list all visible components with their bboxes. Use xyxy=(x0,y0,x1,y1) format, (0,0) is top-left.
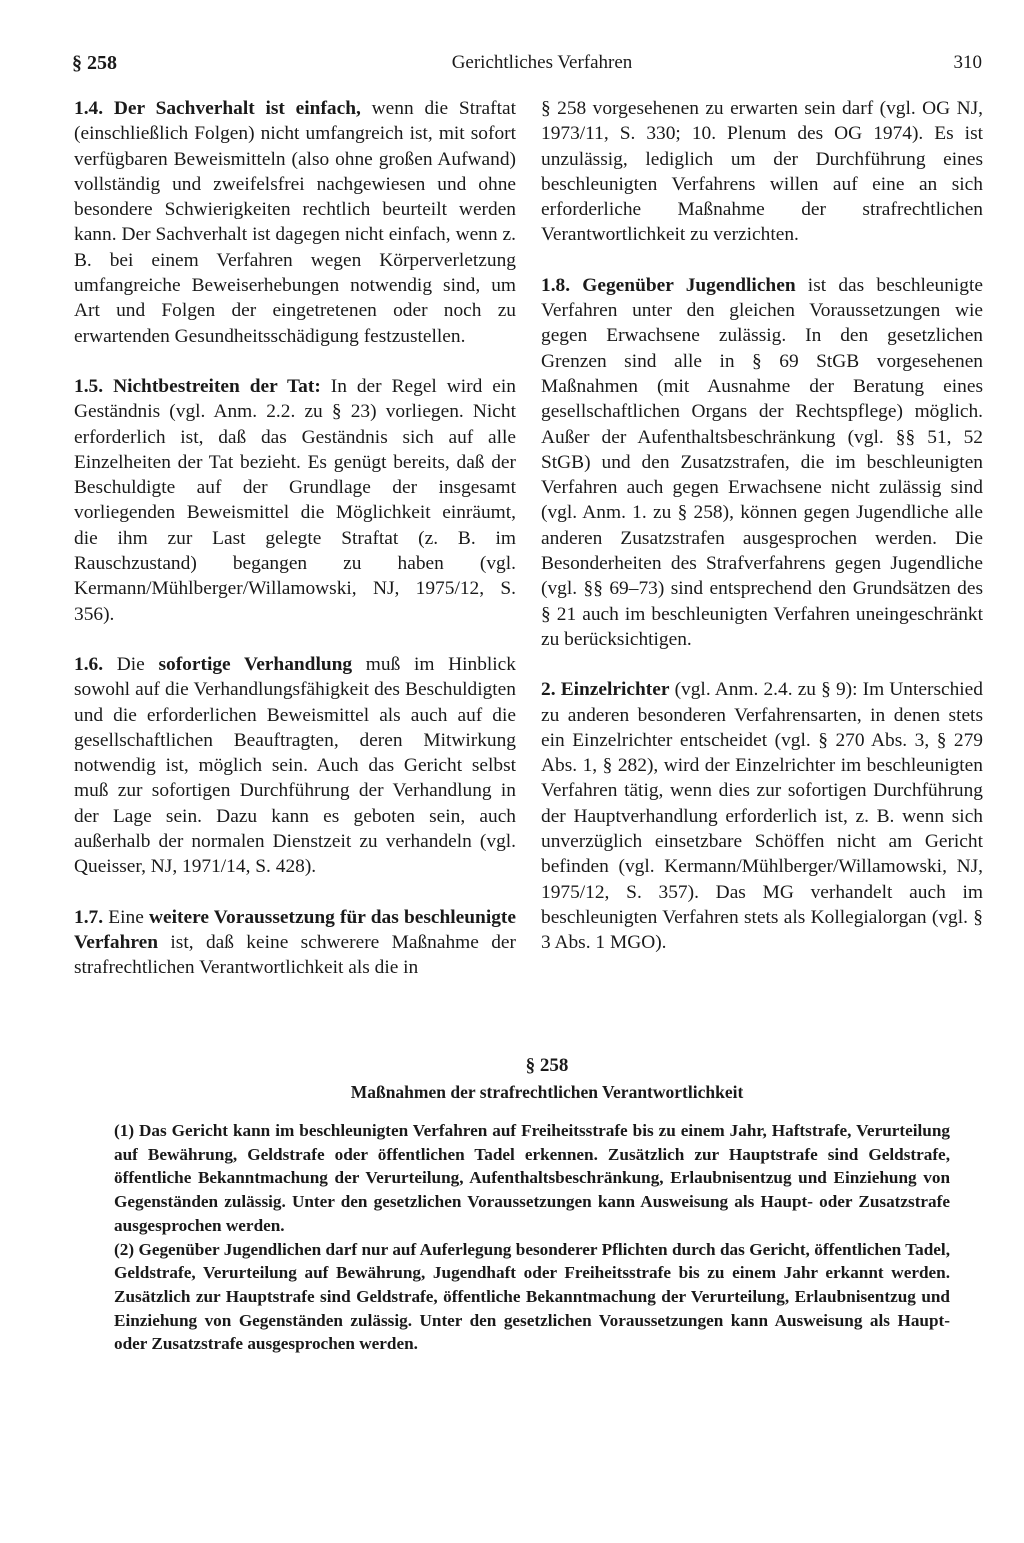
annotation-keyword: weitere Voraussetzung für das beschleunigte Verfahren xyxy=(74,906,516,953)
statute-paragraph-1: (1) Das Gericht kann im beschleunigten Verfahren auf Freiheitsstrafe bis zu einem Jahr, Haftstrafe, Verurteilung auf Bewährung, Geldstrafe oder öffentlichen Tadel erkennen. Zusätzlich zur Hauptstrafe sind Geldstrafe, öffentliche Bekanntmachung der Verurteilung, Aufenthaltsbeschränkung, Erlaubnisentzug und Einziehung von Gegenständen zulässig. Unter den gesetzlichen Voraussetzungen kann Ausweisung als Haupt- oder Zusatzstrafe ausgesprochen werden. xyxy=(114,1121,950,1235)
annotation-text: § 258 vorgesehenen zu erwarten sein darf (vgl. OG NJ, 1973/11, S. 330; 10. Plenum des OG 1974). Es ist unzulässig, lediglich um der Durchführung eines beschleunigten Verfahrens willen auf eine an sich erforderliche Maßnahme der strafrechtlichen Verantwortlichkeit zu verzichten. xyxy=(541,98,983,246)
annotation-number: 1.7. xyxy=(74,906,104,928)
statute-section xyxy=(114,1053,950,1356)
left-column xyxy=(74,96,516,995)
statute-paragraph-2: (2) Gegenüber Jugendlichen darf nur auf Auferlegung besonderer Pflichten durch das Gericht, öffentlichen Tadel, Geldstrafe, Verurteilung auf Bewährung, Jugendhaft oder Freiheitsstrafe bis zu einem Jahr erkannt werden. Zusätzlich zur Hauptstrafe sind Geldstrafe, öffentliche Bekanntmachung der Verurteilung, Erlaubnisentzug und Einziehung von Gegenständen zulässig. Unter den gesetzlichen Voraussetzungen kann Ausweisung als Haupt- oder Zusatzstrafe ausgesprochen werden. xyxy=(114,1239,950,1354)
annotation-number: 2. xyxy=(541,679,556,701)
statute-title: Maßnahmen der strafrechtlichen Verantwortlichkeit xyxy=(350,1082,744,1102)
right-column xyxy=(541,96,983,981)
page-number: 310 xyxy=(953,52,982,73)
header-running-title: Gerichtliches Verfahren xyxy=(451,52,633,73)
annotation-text: In der Regel wird ein Geständnis (vgl. Anm. 2.2. zu § 23) vorliegen. Nicht erforderlich ist, daß das Geständnis sich auf alle Einzelheiten der Tat bezieht. Es genügt bereits, daß der Beschuldigte auf der Grundlage der insgesamt vorliegenden Beweismittel die Möglichkeit einräumt, die ihm zur Last gelegte Straftat (z. B. im Rauschzustand) begangen zu haben (vgl. Kermann/Mühlberger/Willamowski, NJ, 1975/12, S. 356). xyxy=(74,375,516,625)
annotation-number: 1.4. xyxy=(74,98,104,119)
annotation-1-7 xyxy=(74,905,516,981)
annotation-1-8 xyxy=(541,273,983,652)
header-section-number: § 258 xyxy=(72,52,117,74)
annotation-1-7-continued xyxy=(541,96,983,248)
annotation-2 xyxy=(541,677,983,955)
annotation-keyword: Gegenüber Jugendlichen xyxy=(582,274,796,296)
annotation-keyword: sofortige Verhandlung xyxy=(158,653,353,675)
annotation-1-4 xyxy=(74,96,516,349)
annotation-text: ist das beschleunigte Verfahren unter den gleichen Voraussetzungen wie gegen Erwachsene zulässig. In den gesetzlichen Grenzen sind alle in § 69 StGB vorgesehenen Maßnahmen (mit Ausnahme der Beratung eines gesellschaftlichen Organs der Rechtspflege) möglich. Außer der Aufenthaltsbeschränkung (vgl. §§ 51, 52 StGB) und den Zusatzstrafen, die im beschleunigten Verfahren auch gegen Erwachsene nicht zulässig sind (vgl. Anm. 1. zu § 258), können gegen Jugendliche alle anderen Zusatzstrafen ausgesprochen werden. Die Besonderheiten des Strafverfahrens gegen Jugendliche (vgl. §§ 69–73) sind entsprechend den Grundsätzen des § 21 auch im beschleunigten Verfahren uneingeschränkt zu berücksichtigen. xyxy=(541,274,983,650)
annotation-text-lead: Die xyxy=(103,653,159,675)
annotation-text: muß im Hinblick sowohl auf die Verhandlungsfähigkeit des Beschuldigten und die erforderlichen Beweismittel als auch auf die gesellschaftlichen Beauftragten, deren Mitwirkung notwendig ist, möglich sein. Auch das Gericht selbst muß zur sofortigen Durchführung der Verhandlung in der Lage sein. Dazu kann es geboten sein, auch außerhalb der normalen Dienstzeit zu verhandeln (vgl. Queisser, NJ, 1971/14, S. 428). xyxy=(74,653,516,878)
annotation-text-lead: Eine xyxy=(103,906,150,928)
annotation-text: ist, daß keine schwerere Maßnahme der strafrechtlichen Verantwortlichkeit als die in xyxy=(74,931,516,979)
annotation-keyword: Einzelrichter xyxy=(560,679,670,701)
page-header xyxy=(72,52,982,84)
annotation-number: 1.5. xyxy=(74,375,104,397)
annotation-text: wenn die Straftat (einschließlich Folgen) nicht umfangreich ist, mit sofort verfügbaren Beweismitteln (also ohne großen Aufwand) vollständig und zweifelsfrei nachgewiesen und ohne besondere Schwierigkeiten rechtlich beurteilt werden kann. Der Sachverhalt ist dagegen nicht einfach, wenn z. B. bei einem Verfahren wegen Körperverletzung umfangreiche Beweiserhebungen notwendig sind, um Art und Folgen der eingetretenen oder noch zu erwartenden Gesundheitsschädigung festzustellen. xyxy=(74,98,517,347)
annotation-1-6 xyxy=(74,652,516,880)
annotation-text: (vgl. Anm. 2.4. zu § 9): Im Unterschied zu anderen besonderen Verfahrensarten, in denen stets ein Einzelrichter entscheidet (vgl. § 270 Abs. 3, § 279 Abs. 1, § 282), wird der Einzelrichter im beschleunigten Verfahren tätig, wenn dies zur sofortigen Durchführung der Hauptverhandlung erforderlich ist, z. B. wenn sich unverzüglich einsetzbare Schöffen nicht am Gericht befinden (vgl. Kermann/Mühlberger/Willamowski, NJ, 1975/12, S. 357). Das MG verhandelt auch im beschleunigten Verfahren stets als Kollegialorgan (vgl. § 3 Abs. 1 MGO). xyxy=(541,679,983,954)
annotation-keyword: Nichtbestreiten der Tat: xyxy=(113,375,321,397)
statute-number: § 258 xyxy=(525,1055,569,1076)
annotation-keyword: Der Sachverhalt ist einfach, xyxy=(113,98,361,119)
annotation-1-5 xyxy=(74,374,516,627)
annotation-number: 1.8. xyxy=(541,274,571,296)
annotation-number: 1.6. xyxy=(74,653,104,675)
